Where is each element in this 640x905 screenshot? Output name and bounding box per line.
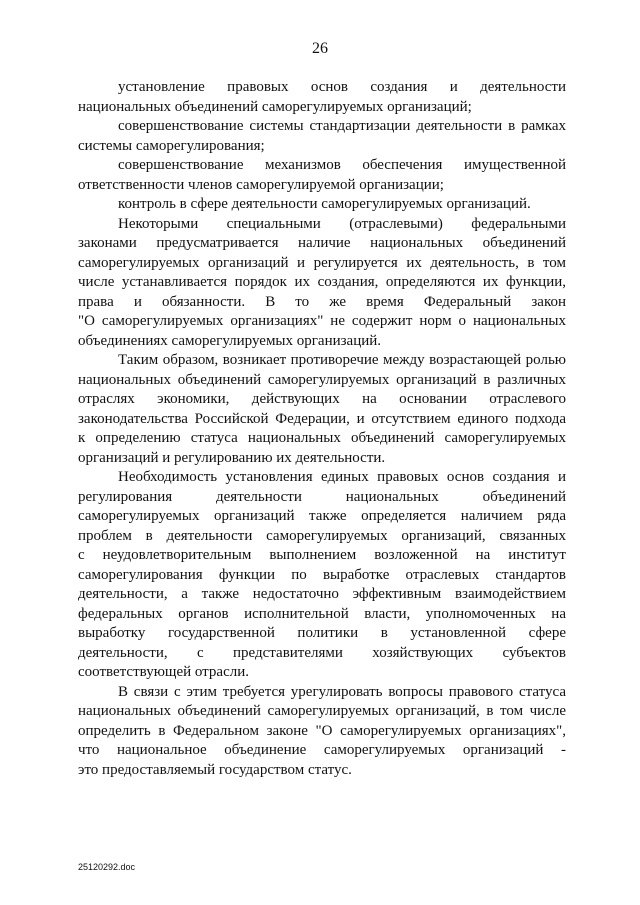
text-line: соответствующей отрасли.	[78, 664, 249, 680]
text-line: законодательства Российской Федерации, и отсутствием единого подхода	[78, 410, 566, 427]
text-line: что национальное объединение саморегулируемых организаций -	[78, 742, 566, 758]
text-line: установление правовых основ создания и деятельности	[118, 79, 566, 95]
text-line: саморегулирования функции по выработке отраслевых стандартов	[78, 566, 566, 583]
document-code: 25120292.doc	[78, 862, 136, 872]
text-line: совершенствование механизмов обеспечения имущественной	[118, 157, 566, 173]
text-line: национальных объединений саморегулируемых организаций, в том числе	[78, 703, 566, 719]
text-line: Необходимость установления единых правовых основ создания и	[118, 469, 566, 485]
text-line: права и обязанности. В то же время Федеральный закон	[78, 293, 566, 310]
text-line: федеральных органов исполнительной власти, уполномоченных на	[78, 605, 566, 622]
text-line: к определению статуса национальных объединений саморегулируемых	[78, 430, 566, 446]
paragraph	[78, 156, 566, 195]
text-line: контроль в сфере деятельности саморегулируемых организаций.	[118, 196, 531, 212]
body-text	[78, 78, 566, 780]
text-line: числе устанавливается порядок их создания, определяются их функции,	[78, 274, 566, 290]
paragraph	[78, 195, 566, 215]
text-line: национальных объединений саморегулируемых организаций;	[78, 98, 472, 115]
text-line: деятельности, а также недостаточно эффективным взаимодействием	[78, 586, 566, 602]
paragraph	[78, 117, 566, 156]
text-line: выработку государственной политики в установленной сфере	[78, 625, 566, 641]
text-line: саморегулируемых организаций и регулируется их деятельность, в том	[78, 254, 566, 271]
text-line: проблем в деятельности саморегулируемых организаций, связанных	[78, 527, 566, 544]
text-line: саморегулируемых организаций также определяется наличием ряда	[78, 508, 566, 524]
paragraph	[78, 468, 566, 683]
text-line: организаций и регулированию их деятельности.	[78, 449, 386, 466]
text-line: деятельности, с представителями хозяйствующих субъектов	[78, 644, 566, 661]
text-line: "О саморегулируемых организациях" не содержит норм о национальных	[78, 313, 566, 329]
paragraph	[78, 351, 566, 468]
text-line: законами предусматривается наличие национальных объединений	[78, 235, 566, 251]
text-line: регулирования деятельности национальных объединений	[78, 488, 566, 505]
text-line: это предоставляемый государством статус.	[78, 761, 352, 778]
text-line: совершенствование системы стандартизации деятельности в рамках	[118, 118, 566, 134]
text-line: отраслях экономики, действующих на основании отраслевого	[78, 391, 566, 407]
text-line: с неудовлетворительным выполнением возложенной на институт	[78, 547, 566, 563]
text-line: определить в Федеральном законе "О саморегулируемых организациях",	[78, 722, 566, 739]
paragraph	[78, 215, 566, 352]
text-line: Некоторыми специальными (отраслевыми) федеральными	[118, 215, 566, 232]
text-line: системы саморегулирования;	[78, 137, 265, 154]
paragraph	[78, 683, 566, 781]
text-line: В связи с этим требуется урегулировать вопросы правового статуса	[118, 683, 566, 700]
text-line: Таким образом, возникает противоречие между возрастающей ролью	[118, 352, 566, 368]
page-number: 26	[312, 40, 328, 57]
text-line: ответственности членов саморегулируемой организации;	[78, 176, 444, 193]
text-line: национальных объединений саморегулируемых организаций в различных	[78, 371, 566, 388]
paragraph	[78, 78, 566, 117]
text-line: объединениях саморегулируемых организаций.	[78, 332, 382, 349]
